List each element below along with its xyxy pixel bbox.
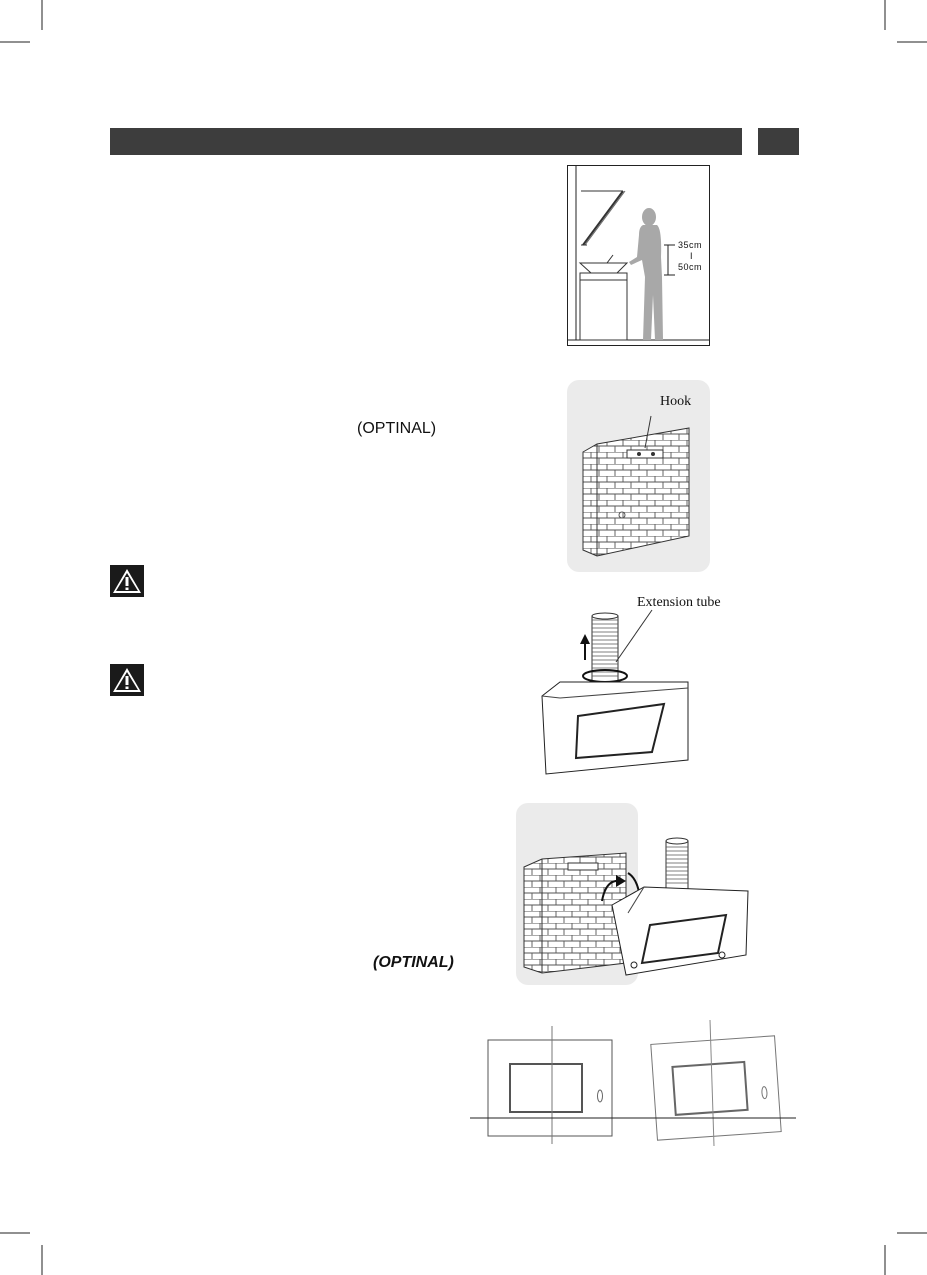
alignment-figure [468,1018,798,1148]
height-dim-separator: I [690,251,693,261]
hood-mounting-drawing [516,803,756,987]
installation-height-drawing [567,165,710,346]
extension-tube-figure [520,590,735,780]
alignment-drawing [468,1018,798,1148]
optional-note-1: (OPTINAL) [357,420,437,437]
optional-note-2: (OPTINAL) [373,954,454,971]
hook-label: Hook [660,394,692,409]
height-dim-top: 35cm [678,240,703,250]
hood-mounting-figure [516,803,756,987]
warning-icon [110,565,144,597]
installation-height-figure [567,165,710,346]
height-dim-bottom: 50cm [678,262,703,272]
page-number-box [758,128,799,155]
warning-icon [110,664,144,696]
extension-tube-drawing [520,590,735,780]
hook-wall-figure [567,380,710,572]
section-header-bar [110,128,742,155]
extension-tube-label: Extension tube [637,595,721,610]
